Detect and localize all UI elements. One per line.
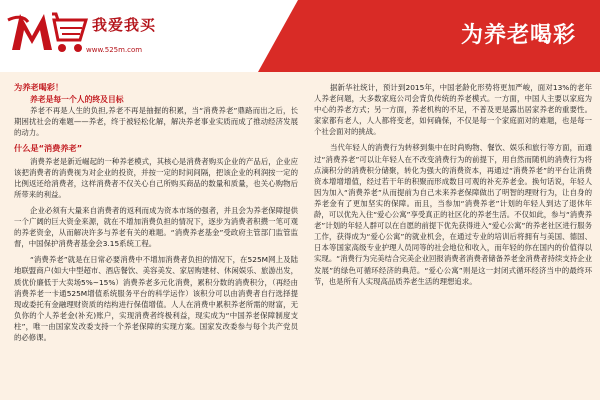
paragraph-enterprise: 企业必须有大量来自消费者的返利而成为资本市场的强者，并且会为养老保障提供一个广阔的巨大资金来源，就在不增加消费负担的情况下，逐步为消费者积攒一笔可观的养老资金，从而解决许多与养老有关的难题。“消费养老基金”受政府主管部门监管监督，中国保护消费者基金会3.15系统工程。 (14, 205, 298, 249)
paragraph-intro: 养老不再是人生的负担,养老不再是抽握的积累，当“消费养老”鼎路而出之后，长期困扰社会的难题——养老，终于被轻松化解，解决养老事业实质而成了推动经济发展的动力。 (14, 106, 298, 138)
logo-text: 我爱我买 (92, 16, 157, 34)
paragraph-detail: “消费养老”就是在日常必要消费中不增加消费者负担的情况下，在525M网上及陆地联盟商户(如大中型超市、酒店餐饮、美容美发、家居购建材、休闲娱乐、旅游出发，质优价廉低于大卖场5%~15%）消费养老多元化消费，累积分数的消费积分，（再经由消费养老一卡通525M增值系统服务平台的科学运作）该积分可以由消费者自行选择提现或委托有金融理财资质的结构进行保值增值。人人在消费中累积养老所需的财富，无负你的个人养老金(补充)账户，实现消费者终极利益，现实成为“中国养老保障制度支柱”，唯一由国家发改委支持一个养老保障的实现方案。国家发改委参与每个共产党员的必修课。 (14, 255, 298, 342)
paragraph-definition: 消费养老是新近崛起的一种养老模式，其核心是消费者购买企业的产品后，企业应该把消费者的消费视为对企业的投资，并按一定的时间间隔，把该企业的利润按一定的比例返还给消费者，这样消费者不仅关心自己所购买商品的数量和质量，也关心购物后所带来的利益。 (14, 156, 298, 199)
heading-cheer: 为养老喝彩！ (14, 82, 64, 92)
header (0, 0, 600, 72)
banner-notch (258, 0, 298, 72)
heading-what-is: 什么是“消费养老” (14, 143, 83, 154)
heading-goal: 养老是每一个人的终及目标 (30, 95, 124, 105)
banner-title: 为养老喝彩 (460, 23, 576, 48)
paragraph-young-people: 当代年轻人的消费行为转移到集中在时尚购物、餐饮、娱乐和旅行等方面，而通过“消费养老”可以让年轻人在不改变消费行为的前提下，用自然而随机的消费行为将点滴积分的消费积分储聚，转化为强大的消费资本，再通过“消费养老”的平台让消费资本增增增值，经过若干年的积聚而形成数目可观的补充养老金。换句话说，年轻人因为加入“消费养老”从而提前为自己未来养老保障做出了明智的理财行为，让自身的养老金有了更加坚实的保障。而且，当参加“消费养老”计划的年轻人到达了退休年龄，可以优先入住“爱心公寓”享受真正的社区化的养老生活。不仅如此，参与“消费养老”计划的年轻人群可以在自愿的前提下优先获得进入“爱心公寓”的养老社区进行服务工作，获得成为“爱心公寓”的就业机会，在通过专业的培训后将拥有与美国、德国、日本等国家高级专业护理人员同等的社会地位和收入，而年轻的你在国内的价值得以实现。“消费行为完美结合完美企业回报消费者消费者储备养老金消费者持续支持企业发展”的绿色可循环经济的典范。“爱心公寓”则是这一封闭式循环经济当中的最终环节，也是所有人实现高品质养老生活的理想追求。 (314, 143, 592, 286)
logo-mark-icon[interactable] (6, 6, 92, 58)
logo-url[interactable]: www.525m.com (86, 46, 143, 54)
right-column (314, 82, 592, 287)
left-column (14, 82, 298, 343)
paragraph-statistics: 据新华社统计，预计到2015年，中国老龄化形势将更加严峻，面对13%的老年人养老问题，大多数家庭公司会背负传统的养老模式。一方面，中国人主要以家庭为中心的养老方式；另一方面，养老机构的不足，不普及更是露出居家养老的重要性。家家都有老人，人人都将变老，如何确保，不仅是每一个家庭面对的难题，也是每一个社会面对的挑战。 (314, 83, 592, 137)
